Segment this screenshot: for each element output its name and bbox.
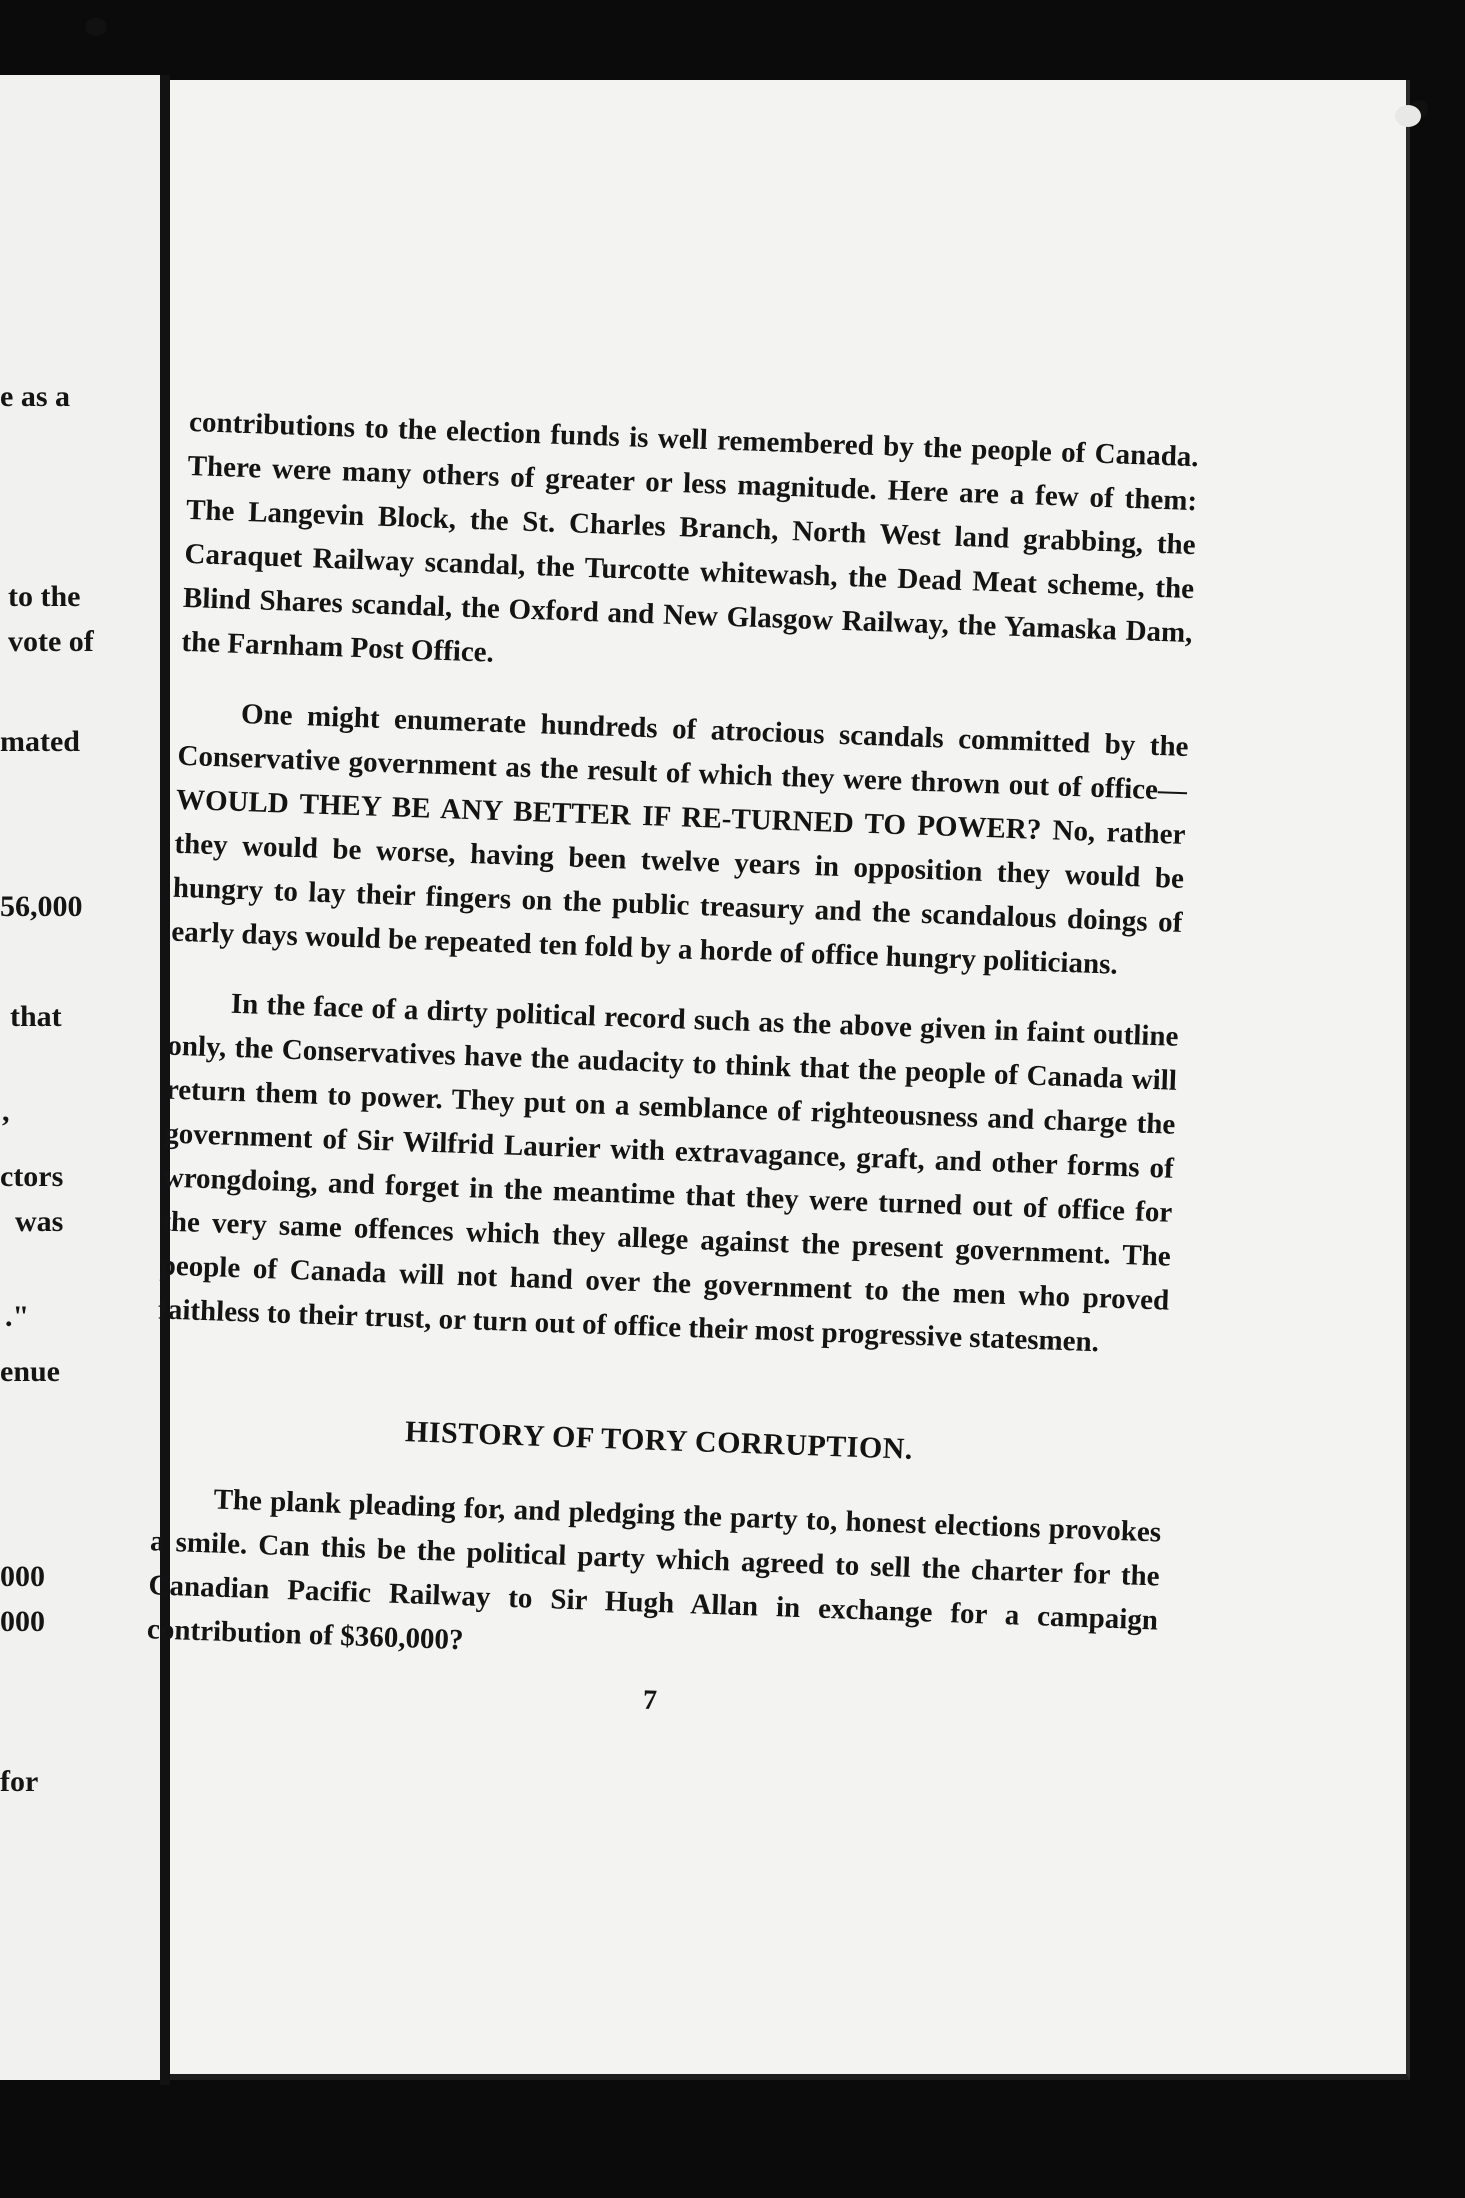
left-page-fragment: to the <box>8 580 81 613</box>
body-paragraph: One might enumerate hundreds of atrocious scandals committed by the Conservative government as the result of which they were thrown out of office—WOULD THEY BE ANY BETTER IF RE-TURNED TO POWER? No, rather they would be worse, having been twelve years in opposition they would be hungry to lay their fingers on the public treasury and the scandalous doings of early days would be repeated ten fold by a horde of office hungry politicians. <box>170 697 1190 981</box>
left-page-fragment: 000 <box>0 1605 45 1638</box>
body-paragraph: contributions to the election funds is well remembered by the people of Canada. There were many others of greater or less magnitude. Here are a few of them: The Langevin Block, the St. Charles Branch, North West land grabbing, the Caraquet Railway scandal, the Turcotte whitewash, the Dead Meat scheme, the Blind Shares scandal, the Oxford and New Glasgow Railway, the Yamaska Dam, the Farnham Post Office. <box>180 405 1200 669</box>
left-page-fragment: was <box>15 1205 64 1238</box>
body-paragraph: The plank pleading for, and pledging the party to, honest elections provokes a smile. Can this be the political party which agreed to sell the charter for the Canadian Pacific Railway to Sir Hugh Allan in exchange for a campaign contribution of $360,000? <box>146 1483 1162 1657</box>
left-page-fragment: vote of <box>8 625 94 658</box>
left-facing-page <box>0 75 160 2080</box>
left-page-fragment: that <box>10 1000 62 1033</box>
page-text <box>144 400 1199 1740</box>
page-number: 7 <box>642 1684 658 1717</box>
left-page-fragment: for <box>0 1765 39 1798</box>
scan-speck <box>85 18 107 36</box>
left-page-fragment: ctors <box>0 1160 64 1193</box>
scan-speck <box>1395 105 1421 127</box>
left-page-fragment: , <box>2 1095 10 1128</box>
left-page-fragment: mated <box>0 725 80 758</box>
left-page-fragment: 000 <box>0 1560 45 1593</box>
body-paragraph: In the face of a dirty political record such as the above given in faint outline only, the Conservatives have the audacity to think that the people of Canada will return them to power. They put on a semblance of righteousness and charge the government of Sir Wilfrid Laurier with extravagance, graft, and other forms of wrongdoing, and forget in the meantime that they were turned out of office for the very same offences which they allege against the present government. The people of Canada will not hand over the government to the men who proved faithless to their trust, or turn out of office their most progressive statesmen. <box>157 987 1179 1359</box>
left-page-fragment: 56,000 <box>0 890 83 923</box>
left-page-fragment: ." <box>5 1300 30 1333</box>
left-page-fragment: enue <box>0 1355 60 1388</box>
left-page-fragment: e as a <box>0 380 70 413</box>
section-heading: HISTORY OF TORY CORRUPTION. <box>404 1415 914 1466</box>
